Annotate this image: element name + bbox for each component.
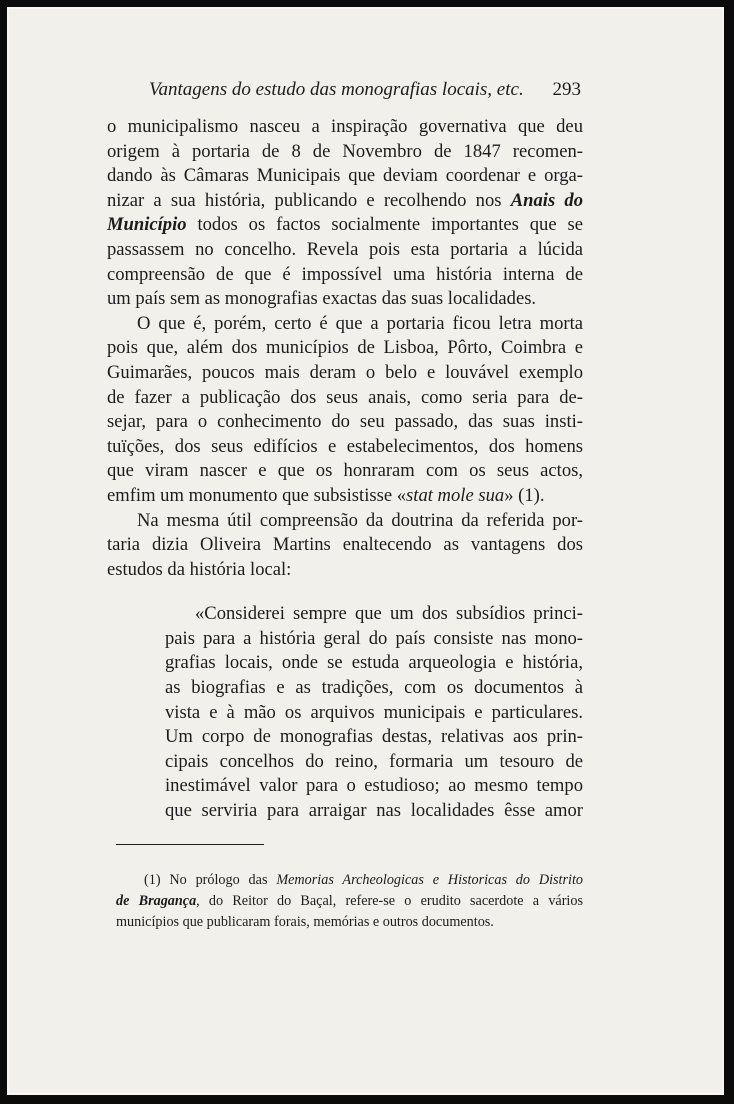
latin-phrase: stat mole sua — [406, 484, 505, 506]
italic-title: Anais do — [510, 189, 583, 211]
text-line: estudos da história local: — [107, 558, 292, 580]
quote-line: vista e à mão os arquivos municipais e particulares. — [165, 701, 583, 723]
quote-line: pais para a história geral do país consiste nas mono- — [165, 627, 583, 649]
text-line: passassem no concelho. Revela pois esta portaria a lúcida — [107, 238, 583, 260]
footnote-line: de Bragança, do Reitor do Baçal, refere-se o erudito sacerdote a vários — [116, 893, 583, 909]
text-line: um país sem as monografias exactas das suas localidades. — [107, 288, 537, 310]
text-line: emfim um monumento que subsistisse «stat mole sua» (1). — [107, 484, 545, 506]
quote-line: inestimável valor para o estudioso; ao mesmo tempo — [165, 775, 583, 797]
text-line: origem à portaria de 8 de Novembro de 1847 recomen- — [107, 140, 583, 162]
text-line: Município todos os factos socialmente importantes que se — [107, 214, 583, 236]
quote-line: que serviria para arraigar nas localidades êsse amor — [165, 800, 583, 822]
book-page — [7, 7, 724, 1095]
running-title: Vantagens do estudo das monografias locais, etc. — [149, 79, 524, 100]
quote-line: grafias locais, onde se estuda arqueologia e história, — [165, 652, 583, 674]
page-number: 293 — [552, 79, 581, 100]
italic-title: de Bragança — [116, 893, 197, 909]
running-header — [149, 78, 581, 102]
text-line: taria dizia Oliveira Martins enaltecendo as vantagens dos — [107, 534, 583, 556]
text-line: o municipalismo nasceu a inspiração governativa que deu — [107, 116, 583, 137]
text-line: de fazer a publicação dos seus anais, como seria para de- — [107, 386, 583, 408]
quote-line: as biografias e as tradições, com os documentos à — [165, 677, 583, 699]
quote-line: cipais concelhos do reino, formaria um tesouro de — [165, 750, 583, 772]
text-line: O que é, porém, certo é que a portaria ficou letra morta — [137, 312, 583, 334]
quote-line: Um corpo de monografias destas, relativas aos prin- — [165, 726, 583, 748]
body-text — [107, 115, 583, 824]
footnote-divider — [116, 844, 264, 845]
text-line: Na mesma útil compreensão da doutrina da referida por- — [137, 509, 583, 531]
text-line: pois que, além dos municípios de Lisboa, Pôrto, Coimbra e — [107, 337, 583, 359]
text-line: compreensão de que é impossível uma história interna de — [107, 263, 583, 285]
italic-title: Município — [107, 214, 187, 236]
text-line: dando às Câmaras Municipais que deviam coordenar e orga- — [107, 165, 583, 187]
quote-line: «Considerei sempre que um dos subsídios princi- — [195, 603, 583, 625]
text-line: nizar a sua história, publicando e recolhendo nos Anais do — [107, 189, 583, 211]
footnote-line: (1) No prólogo das Memorias Archeologicas e Historicas do Distrito — [144, 872, 583, 888]
text-line: sejar, para o conhecimento do seu passado, das suas insti- — [107, 411, 583, 433]
text-line: que viram nascer e que os honraram com os seus actos, — [107, 460, 583, 482]
text-line: tuïções, dos seus edifícios e estabelecimentos, dos homens — [107, 435, 583, 457]
italic-title: Memorias Archeologicas e Historicas do Distrito — [276, 872, 583, 888]
text-line: Guimarães, poucos mais deram o belo e louvável exemplo — [107, 361, 583, 383]
footnote-line: municípios que publicaram forais, memórias e outros documentos. — [116, 914, 494, 930]
footnote — [116, 870, 583, 933]
